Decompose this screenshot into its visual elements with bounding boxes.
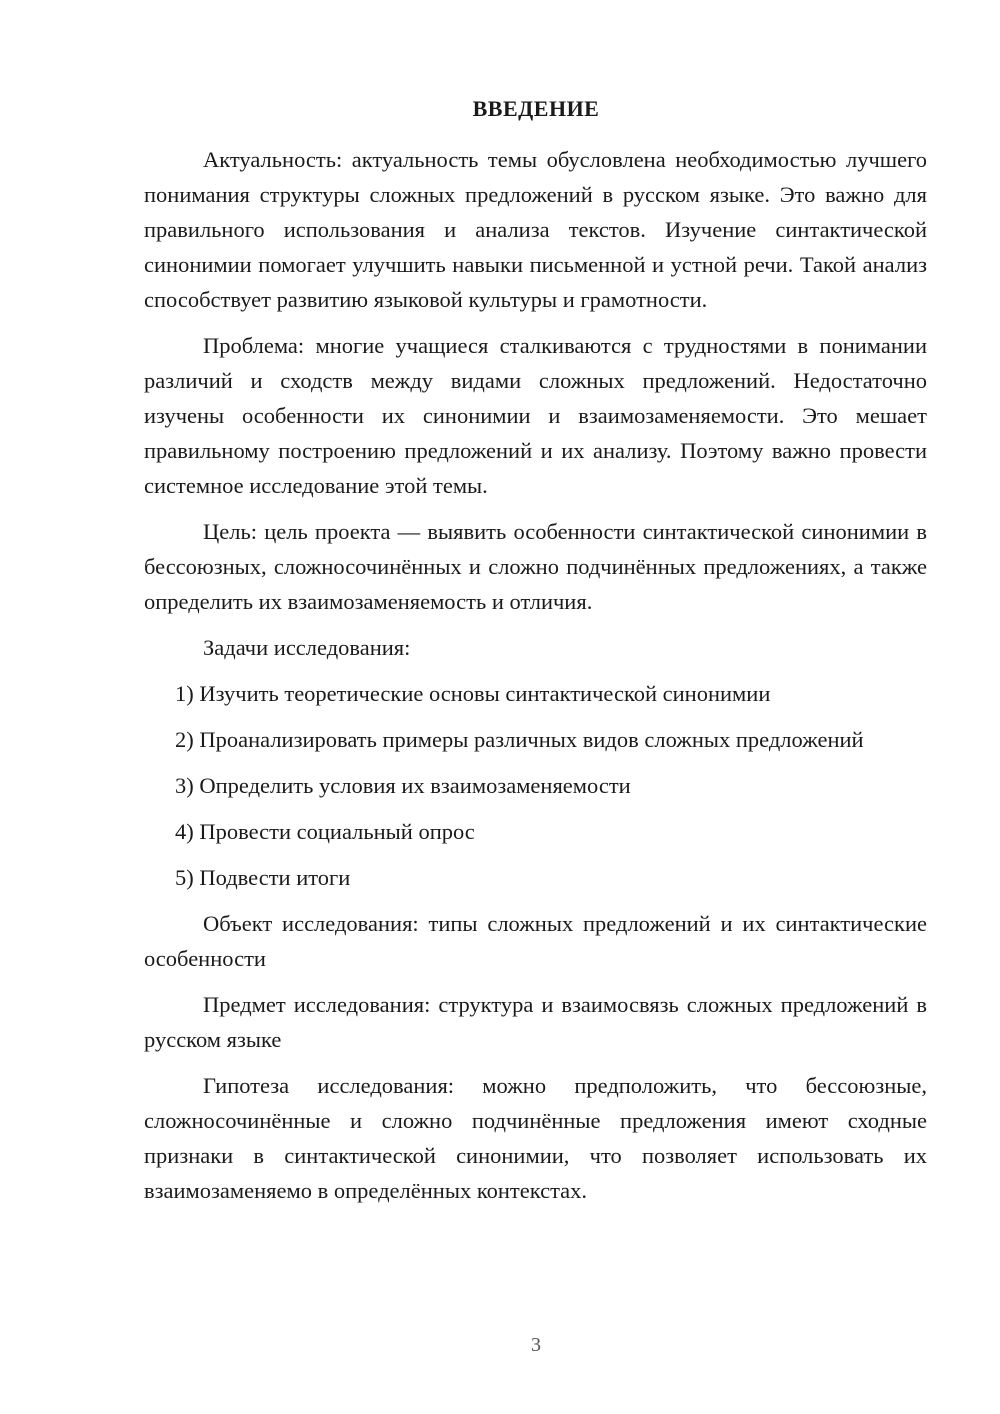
page-title: ВВЕДЕНИЕ	[472, 96, 600, 121]
document-body	[144, 142, 927, 1219]
relevance-paragraph: Актуальность: актуальность темы обусловлена необходимостью лучшего понимания структуры сложных предложений в русском языке. Это важно для правильного использования и анализа текстов. Изучение синтактической синонимии помогает улучшить навыки письменной и устной речи. Такой анализ способствует развитию языковой культуры и грамотности.	[144, 147, 927, 312]
hypothesis-paragraph: Гипотеза исследования: можно предположить, что бессоюзные, сложносочинённые и сложно подчинённые предложения имеют сходные признаки в синтактической синонимии, что позволяет использовать их взаимозаменяемо в определённых контекстах.	[144, 1073, 927, 1203]
page-number: 3	[531, 1334, 541, 1356]
problem-paragraph: Проблема: многие учащиеся сталкиваются с трудностями в понимании различий и сходств между видами сложных предложений. Недостаточно изучены особенности их синонимии и взаимозаменяемости. Это мешает правильному построению предложений и их анализу. Поэтому важно провести системное исследование этой темы.	[144, 333, 927, 498]
object-paragraph: Объект исследования: типы сложных предложений и их синтактические особенности	[144, 911, 927, 971]
task-item-2: 2) Проанализировать примеры различных видов сложных предложений	[175, 727, 864, 752]
task-item-4: 4) Провести социальный опрос	[175, 819, 475, 844]
task-item-5: 5) Подвести итоги	[175, 865, 351, 890]
goal-paragraph: Цель: цель проекта — выявить особенности синтактической синонимии в бессоюзных, сложносочинённых и сложно подчинённых предложениях, а также определить их взаимозаменяемость и отличия.	[144, 519, 927, 614]
tasks-heading: Задачи исследования:	[203, 635, 411, 660]
task-item-3: 3) Определить условия их взаимозаменяемости	[175, 773, 631, 798]
subject-paragraph: Предмет исследования: структура и взаимосвязь сложных предложений в русском языке	[144, 992, 927, 1052]
task-item-1: 1) Изучить теоретические основы синтактической синонимии	[175, 681, 771, 706]
